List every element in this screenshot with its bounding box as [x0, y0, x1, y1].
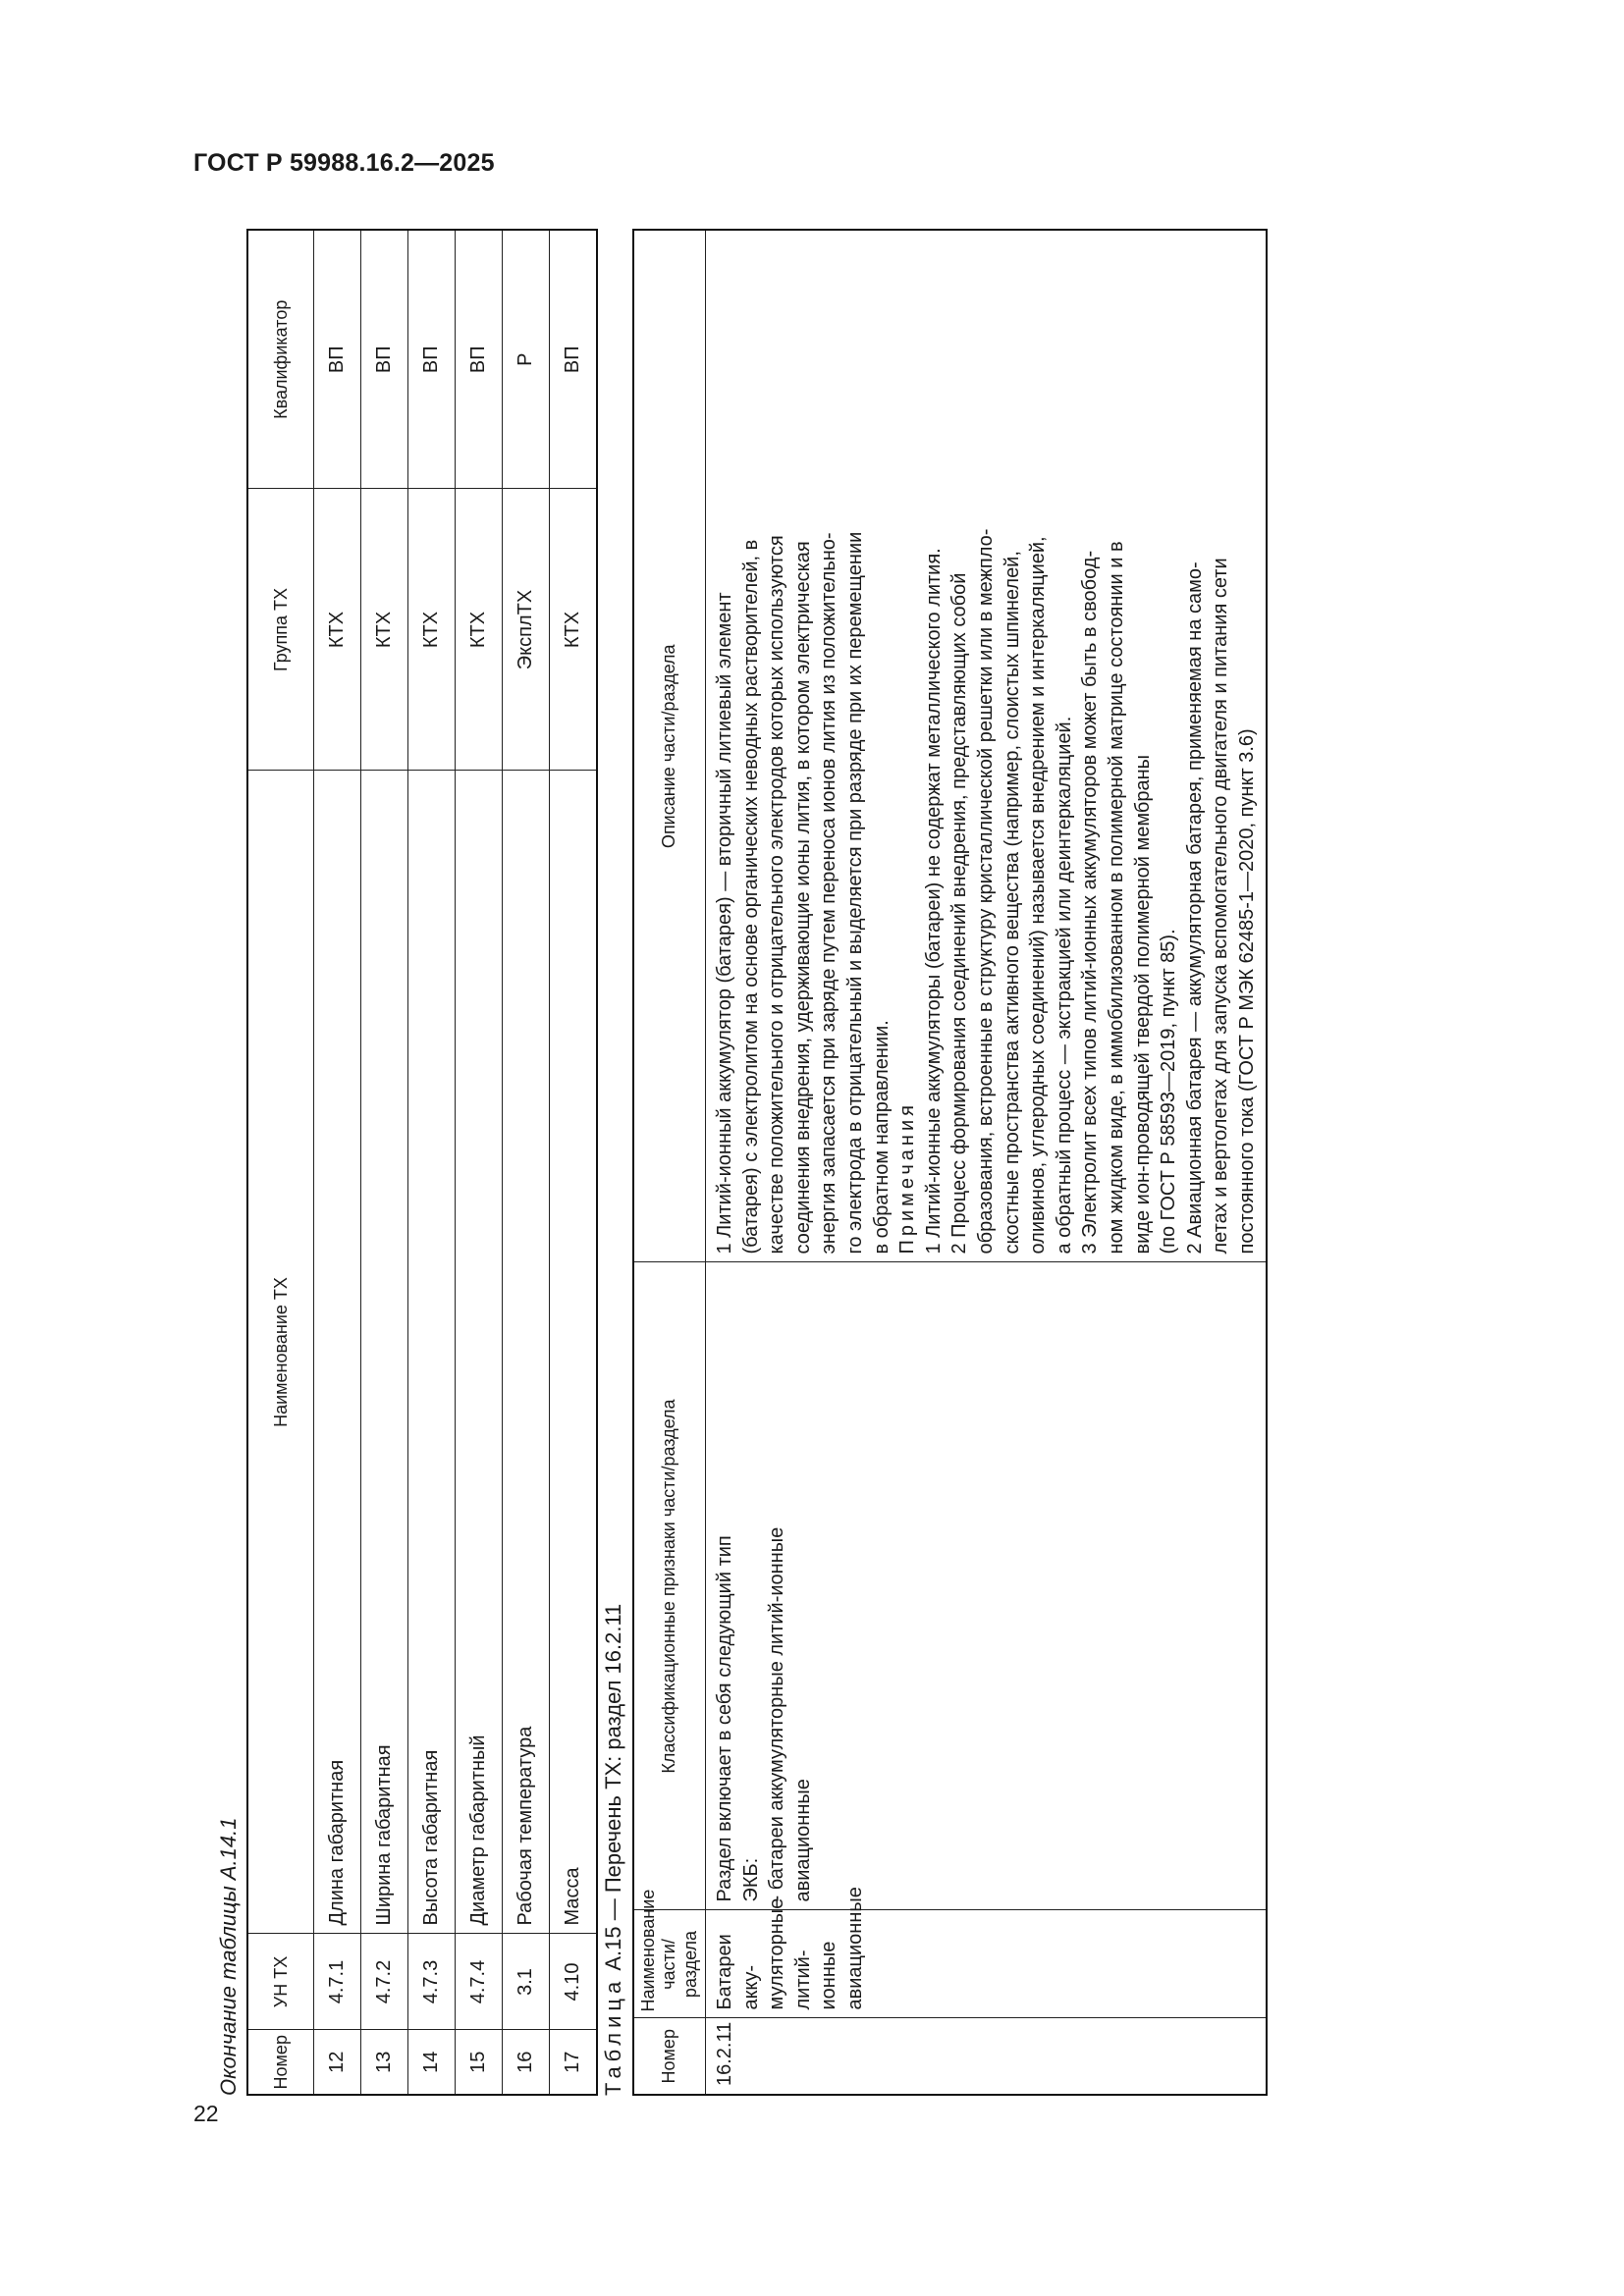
table-row [456, 230, 503, 2095]
cell-name: Высота габаритная [408, 771, 456, 1934]
description-line: (батарея) с электролитом на основе органических неводных растворителей, в [739, 539, 762, 1255]
cell-number: 14 [408, 2030, 456, 2095]
description-line: образования, встроенные в структуру кристаллической решетки или в межпло- [974, 528, 997, 1255]
feature-line: авиационные [791, 1779, 814, 1902]
col-header-name: Наименование ТХ [247, 771, 314, 1934]
cell-features [706, 1262, 1268, 1910]
cell-qualifier: ВП [314, 230, 361, 489]
table-row [550, 230, 598, 2095]
description-line: энергия запасается при заряде путем переноса ионов лития из положительно- [818, 532, 840, 1255]
cell-un: 4.7.4 [456, 1934, 503, 2030]
table-row [706, 230, 1268, 2095]
description-line: постоянного тока (ГОСТ Р МЭК 62485-1—2020, пункт 3.6) [1235, 728, 1258, 1255]
cell-number: 17 [550, 2030, 598, 2095]
cell-name: Масса [550, 771, 598, 1934]
col-header-features: Классификационные признаки части/раздела [633, 1262, 706, 1910]
cell-number: 12 [314, 2030, 361, 2095]
description-line: го электрода в отрицательный и выделяется при разряде при их перемещении [843, 531, 866, 1255]
col-header-number: Номер [247, 2030, 314, 2095]
cell-qualifier: ВП [456, 230, 503, 489]
continuation-caption: Окончание таблицы А.14.1 [216, 1817, 241, 2096]
cell-group: КТХ [361, 489, 408, 771]
cell-name: Рабочая температура [503, 771, 550, 1934]
notes-heading: Примечания [896, 1101, 919, 1255]
feature-line: - батареи аккумуляторные литий-ионные [766, 1526, 788, 1902]
table-a15-caption [601, 1604, 626, 2096]
description-line: летах и вертолетах для запуска вспомогательного двигателя и питания сети [1210, 558, 1232, 1255]
table-row [408, 230, 456, 2095]
cell-group: КТХ [408, 489, 456, 771]
feature-line: ЭКБ: [739, 1857, 762, 1902]
description-line: виде ион-проводящей твердой полимерной мембраны [1131, 754, 1154, 1255]
col-header-number: Номер [633, 2018, 706, 2095]
description-line: ном жидком виде, в иммобилизованном в полимерной матрице состоянии и в [1105, 541, 1127, 1255]
col-header-part-name: Наименование части/раздела [633, 1910, 706, 2018]
table-a15 [632, 229, 1268, 2096]
cell-qualifier: ВП [361, 230, 408, 489]
cell-number: 13 [361, 2030, 408, 2095]
cell-name: Длина габаритная [314, 771, 361, 1934]
cell-qualifier: Р [503, 230, 550, 489]
description-line: а обратный процесс — экстракцией или деинтеркаляцией. [1053, 716, 1075, 1255]
cell-group: КТХ [550, 489, 598, 771]
col-header-description: Описание части/раздела [633, 230, 706, 1262]
cell-group: КТХ [456, 489, 503, 771]
cell-part-name: Батареи акку- муляторные литий-ионные авиационные [706, 1910, 1268, 2018]
cell-un: 4.10 [550, 1934, 598, 2030]
table-row [503, 230, 550, 2095]
description-line: 1 Литий-ионные аккумуляторы (батареи) не содержат металлического лития. [922, 548, 945, 1255]
cell-group: ЭксплТХ [503, 489, 550, 771]
feature-line: Раздел включает в себя следующий тип [714, 1535, 735, 1902]
col-header-un: УН ТХ [247, 1934, 314, 2030]
description-line: (по ГОСТ Р 58593—2019, пункт 85). [1158, 929, 1180, 1255]
description-line: 2 Авиационная батарея — аккумуляторная батарея, применяемая на само- [1183, 561, 1206, 1255]
description-line: 3 Электролит всех типов литий-ионных аккумуляторов может быть в свобод- [1079, 550, 1102, 1255]
cell-qualifier: ВП [550, 230, 598, 489]
cell-number: 16.2.11 [706, 2018, 1268, 2095]
description-line: 2 Процесс формирования соединений внедрения, представляющих собой [948, 572, 971, 1255]
table-header-row [633, 230, 706, 2095]
caption-word: Таблица [601, 1976, 625, 2096]
cell-number: 15 [456, 2030, 503, 2095]
caption-rest: А.15 — Перечень ТХ: раздел 16.2.11 [601, 1603, 625, 1977]
rotated-landscape-content [216, 231, 1394, 2096]
description-line: скостные пространства активного вещества (например, слоистых шпинелей, [1001, 551, 1023, 1255]
cell-un: 4.7.3 [408, 1934, 456, 2030]
cell-un: 4.7.1 [314, 1934, 361, 2030]
description-line: качестве положительного и отрицательного электродов которых используются [766, 535, 788, 1255]
cell-name: Диаметр габаритный [456, 771, 503, 1934]
document-header: ГОСТ Р 59988.16.2—2025 [193, 149, 495, 177]
cell-description [706, 230, 1268, 1262]
table-row [361, 230, 408, 2095]
cell-un: 3.1 [503, 1934, 550, 2030]
description-line: в обратном направлении. [870, 1020, 893, 1255]
continuation-table [246, 229, 598, 2096]
cell-qualifier: ВП [408, 230, 456, 489]
page-number: 22 [193, 2101, 219, 2126]
cell-group: КТХ [314, 489, 361, 771]
cell-number: 16 [503, 2030, 550, 2095]
cell-un: 4.7.2 [361, 1934, 408, 2030]
table-row [314, 230, 361, 2095]
description-line: 1 Литий-ионный аккумулятор (батарея) — вторичный литиевый элемент [714, 592, 735, 1255]
description-line: оливинов, углеродных соединений) называется внедрением и интеркаляцией, [1027, 536, 1050, 1255]
description-line: соединения внедрения, удерживающие ионы лития, в котором электрическая [791, 541, 814, 1255]
col-header-qualifier: Квалификатор [247, 230, 314, 489]
table-header-row [247, 230, 314, 2095]
col-header-group: Группа ТХ [247, 489, 314, 771]
cell-name: Ширина габаритная [361, 771, 408, 1934]
